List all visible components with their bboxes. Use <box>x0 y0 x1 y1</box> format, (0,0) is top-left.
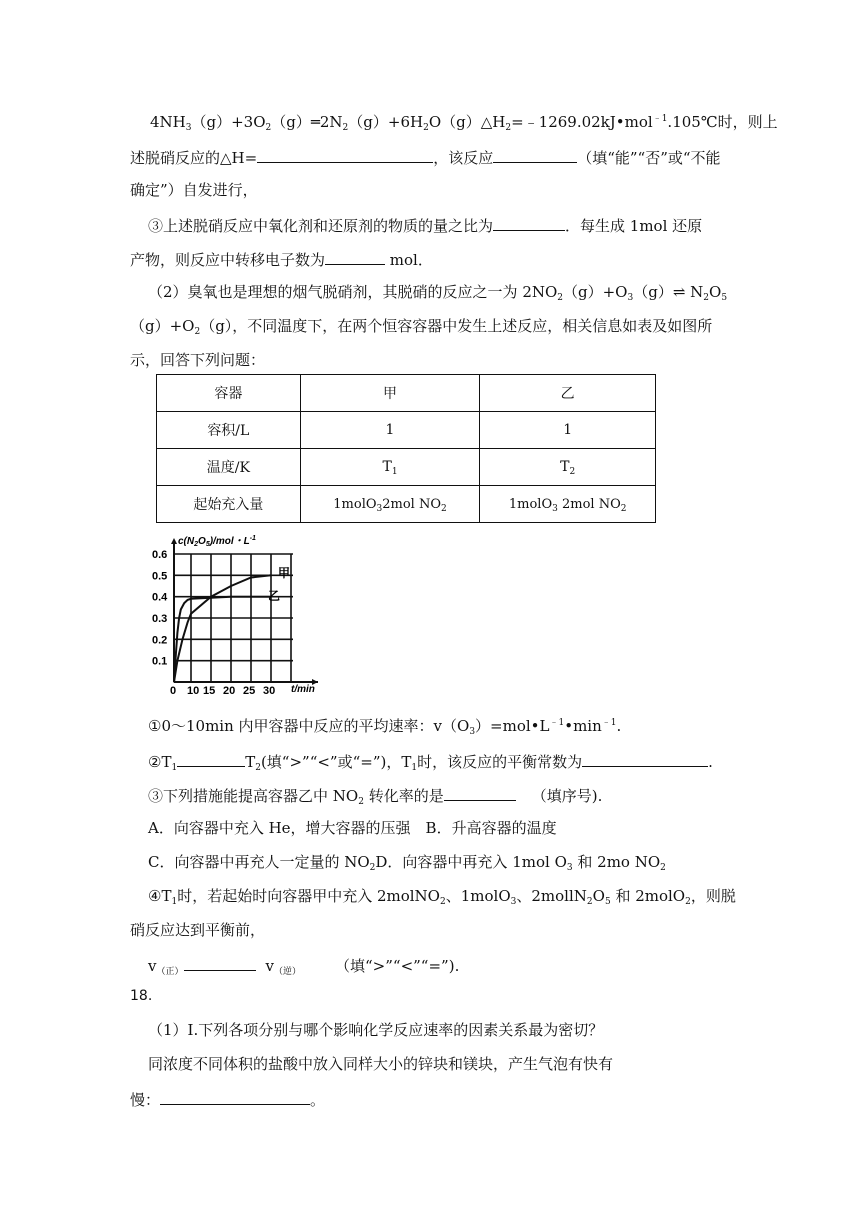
y-tick-label: 0.1 <box>152 655 168 668</box>
data-point <box>177 632 178 633</box>
table-cell: 甲 <box>300 375 480 412</box>
q-direction-line-2: 硝反应达到平衡前， <box>130 921 266 939</box>
table-cell: 乙 <box>480 375 656 412</box>
table-row <box>157 486 656 523</box>
table-cell: 起始充入量 <box>157 486 301 523</box>
answer-blank[interactable] <box>493 214 565 231</box>
series-label-yi: 乙 <box>268 589 281 603</box>
option-ab: A．向容器中充入 He，增大容器的压强 B．升高容器的温度 <box>148 819 557 837</box>
q-ratio: ③上述脱硝反应中氧化剂和还原剂的物质的量之比为 ．每生成 1mol 还原 <box>148 214 702 236</box>
eq-line-3: 确定”）自发进行， <box>130 181 258 199</box>
x-tick-label: 25 <box>243 685 256 696</box>
x-tick-label: 15 <box>203 685 216 696</box>
series-label-jia: 甲 <box>278 566 291 580</box>
q-direction-line-3: $v_{(正)}$ $v_{(逆)}$ （填“>”“<”“=”). <box>148 954 459 976</box>
data-point <box>190 613 191 614</box>
table-row <box>157 375 656 412</box>
chart-xlabel: t/min <box>291 684 315 695</box>
question-number: 18. <box>130 988 153 1004</box>
data-point <box>187 622 188 623</box>
x-tick-label: 10 <box>187 685 200 696</box>
answer-blank[interactable] <box>160 1088 310 1105</box>
data-point <box>270 575 271 576</box>
q18-line-1: （1）I.下列各项分别与哪个影响化学反应速率的因素关系最为密切？ <box>148 1021 604 1039</box>
part2-line-2: $(g)+O_2(g)$，不同温度下，在两个恒容容器中发生上述反应，相关信息如表及如图所 <box>130 317 713 337</box>
answer-blank[interactable] <box>184 954 256 971</box>
table-cell: 容积/L <box>157 412 301 449</box>
table-cell: 1 <box>300 412 480 449</box>
option-cd: C．向容器中再充人一定量的 $NO_2D$．向容器中再充入 1mol $O_3$ 和 2mo $NO_2$ <box>148 853 666 873</box>
data-point <box>180 609 181 610</box>
data-point <box>184 602 185 603</box>
x-tick-label: 20 <box>223 685 236 696</box>
table-cell: 1molO$_3$ 2mol $NO_2$ <box>480 486 656 523</box>
x-tick-label: 30 <box>263 685 276 696</box>
data-point <box>250 596 251 597</box>
y-tick-label: 0.2 <box>152 634 168 647</box>
table-row <box>157 449 656 486</box>
concentration-chart <box>150 532 350 696</box>
y-tick-label: 0.4 <box>152 591 168 604</box>
eq-line-1: $4NH_3(g)+3O_2(g)═2N_2(g)+6H_2O(g)\triangle H_2=﹣1269.02kJ•mol^{﹣1}.105℃$时，则上 <box>150 113 778 133</box>
q-direction: $④T_1$时，若起始时向容器甲中充入 2molNO$_2$、1molO$_3$、$2mollN_2O_5$ 和 2molO$_2$，则脱 <box>148 887 736 907</box>
data-point <box>250 577 251 578</box>
table-cell: 1molO$_3$2mol $NO_2$ <box>300 486 480 523</box>
y-tick-label: 0.5 <box>152 570 168 583</box>
y-axis-arrow <box>171 538 177 544</box>
q18-line-2: 同浓度不同体积的盐酸中放入同样大小的锌块和镁块，产生气泡有快有 <box>148 1055 614 1073</box>
data-point <box>179 617 180 618</box>
container-table <box>156 374 656 523</box>
q-temperature: $②T_1$ $T_2$(填“>”“<”或“=”)，$T_1$时，该反应的平衡常数为 . <box>148 750 713 772</box>
table-cell: 温度/K <box>157 449 301 486</box>
data-point <box>210 596 211 597</box>
data-point <box>177 660 178 661</box>
y-tick-label: 0.3 <box>152 613 168 625</box>
part2-line-1: （2）臭氧也是理想的烟气脱硝剂，其脱硝的反应之一为 $2NO_2(g)+O_3(g)\rightleftharpoons$ $N_2O_5$ <box>148 283 728 303</box>
y-tick-label: 0.6 <box>152 549 168 561</box>
table-cell: $T_2$ <box>480 449 656 486</box>
x-tick-label: 0 <box>170 685 177 696</box>
q-conversion: ③下列措施能提高容器乙中 $NO_2$ 转化率的是 （填序号). <box>148 784 602 806</box>
answer-blank[interactable] <box>325 248 385 265</box>
chart-grid <box>174 554 293 682</box>
chart-ticks <box>152 549 275 696</box>
data-point <box>190 598 191 599</box>
q-electrons: 产物，则反应中转移电子数为 mol． <box>130 248 433 270</box>
chart-ylabel: $c(N_2O_5)$/mol・$L^{-1}$ <box>178 535 256 548</box>
q18-line-3: 慢： 。 <box>130 1088 325 1110</box>
answer-blank[interactable] <box>177 750 245 767</box>
table-cell: $T_1$ <box>300 449 480 486</box>
table-cell: 1 <box>480 412 656 449</box>
series-line-2 <box>174 575 271 682</box>
answer-blank[interactable] <box>582 750 708 767</box>
answer-blank[interactable] <box>493 146 577 163</box>
part2-line-3: 示，回答下列问题： <box>130 351 266 369</box>
table-cell: 容器 <box>157 375 301 412</box>
data-point <box>230 585 231 586</box>
table-row <box>157 412 656 449</box>
data-point <box>175 656 176 657</box>
eq-line-2: 述脱硝反应的△H= ，该反应 （填“能”“否”或“不能 <box>130 146 721 168</box>
q-rate: ①0～10min 内甲容器中反应的平均速率：$v(O_3)=mol•L^{﹣1}•\min^{﹣1}$. <box>148 717 622 737</box>
data-point <box>187 599 188 600</box>
data-point <box>182 639 183 640</box>
answer-blank[interactable] <box>257 146 433 163</box>
data-point <box>230 596 231 597</box>
data-point <box>173 681 174 682</box>
answer-blank[interactable] <box>444 784 516 801</box>
